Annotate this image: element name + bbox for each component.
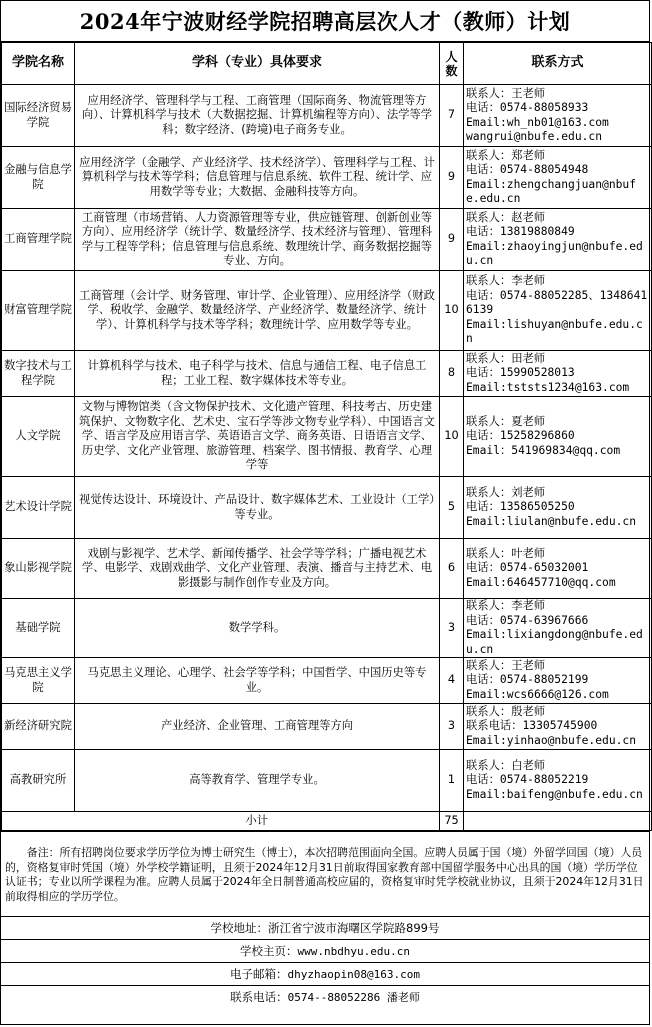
subtotal-row bbox=[2, 812, 652, 831]
table-row bbox=[2, 477, 652, 539]
contact-phone: 电话：15990528013 bbox=[466, 366, 575, 380]
contact-email[interactable]: wangrui@nbufe.edu.cn bbox=[466, 130, 603, 143]
college-name-cell: 国际经济贸易学院 bbox=[2, 85, 75, 147]
contact-person: 联系人：刘老师 bbox=[466, 485, 546, 499]
table-row bbox=[2, 539, 652, 599]
table-row bbox=[2, 599, 652, 658]
table-row bbox=[2, 85, 652, 147]
contact-cell bbox=[464, 477, 652, 539]
headcount-cell: 3 bbox=[440, 599, 464, 658]
table-row bbox=[2, 351, 652, 397]
email-link[interactable]: dhyzhaopin08@163.com bbox=[287, 967, 420, 981]
contact-cell bbox=[464, 750, 652, 812]
page-title: 2024年宁波财经学院招聘高层次人才（教师）计划 bbox=[1, 1, 649, 42]
contact-phone: 电话：0574-88058933 bbox=[466, 101, 589, 114]
contact-person: 联系人：赵老师 bbox=[466, 210, 546, 224]
requirements-cell: 文物与博物馆类（含文物保护技术、文化遗产管理、科技考古、历史建筑保护、文物数字化、艺术史、宝石学等涉文物专业学科）、中国语言文学、语言学及应用语言学、英语语言文学、商务英语、日语语言文学、历史学、文化产业管理、旅游管理、档案学、图书情报、教育学、心理学等 bbox=[75, 397, 440, 477]
contact-person: 联系人：李老师 bbox=[466, 274, 546, 288]
phone-label: 联系电话： bbox=[230, 990, 288, 1004]
table-row bbox=[2, 704, 652, 750]
headcount-cell: 6 bbox=[440, 539, 464, 599]
requirements-cell: 马克思主义理论、心理学、社会学等学科；中国哲学、中国历史等专业。 bbox=[75, 658, 440, 704]
homepage-link[interactable]: www.nbdhyu.edu.cn bbox=[297, 944, 411, 958]
footer-homepage bbox=[1, 940, 649, 963]
contact-phone: 电话：0574-88052219 bbox=[466, 773, 589, 787]
college-name-cell: 新经济研究院 bbox=[2, 704, 75, 750]
headcount-cell: 8 bbox=[440, 351, 464, 397]
homepage-label: 学校主页： bbox=[239, 944, 298, 958]
requirements-cell: 戏剧与影视学、艺术学、新闻传播学、社会学等学科；广播电视艺术学、电影学、戏剧戏曲学、文化产业管理、表演、播音与主持艺术、电影摄影与制作创作专业及方向。 bbox=[75, 539, 440, 599]
table-body bbox=[2, 85, 652, 812]
contact-cell bbox=[464, 351, 652, 397]
contact-phone: 电话：0574-63967666 bbox=[466, 613, 589, 627]
contact-person: 联系人：白老师 bbox=[466, 758, 546, 772]
address-label: 学校地址： bbox=[210, 921, 269, 935]
contact-person: 联系人：叶老师 bbox=[466, 546, 546, 560]
phone-value: 0574--88052286 潘老师 bbox=[287, 991, 420, 1004]
subtotal-label: 小计 bbox=[75, 812, 440, 831]
table-row bbox=[2, 271, 652, 351]
requirements-cell: 产业经济、企业管理、工商管理等方向 bbox=[75, 704, 440, 750]
footer-email bbox=[1, 963, 649, 986]
contact-cell bbox=[464, 147, 652, 209]
requirements-cell: 工商管理（会计学、财务管理、审计学、企业管理）、应用经济学（财政学、税收学、金融学、数量经济学、产业经济学、数量经济学、统计学）、计算机科学与技术等学科；数理统计学、应用数学等专业。 bbox=[75, 271, 440, 351]
contact-phone: 电话：0574-88052285、13486416139 bbox=[466, 288, 648, 317]
contact-cell bbox=[464, 397, 652, 477]
college-name-cell: 数字技术与工程学院 bbox=[2, 351, 75, 397]
requirements-cell: 视觉传达设计、环境设计、产品设计、数字媒体艺术、工业设计（工学）等专业。 bbox=[75, 477, 440, 539]
contact-cell bbox=[464, 271, 652, 351]
college-name-cell: 人文学院 bbox=[2, 397, 75, 477]
contact-email[interactable]: Email:lixiangdong@nbufe.edu.cn bbox=[466, 628, 643, 656]
contact-phone: 电话：13586505250 bbox=[466, 500, 575, 514]
footer-phone bbox=[1, 986, 649, 1008]
contact-person: 联系人：王老师 bbox=[466, 658, 546, 672]
address-value: 浙江省宁波市海曙区学院路899号 bbox=[268, 921, 440, 935]
requirements-cell: 计算机科学与技术、电子科学与技术、信息与通信工程、电子信息工程；工业工程、数字媒体技术等专业。 bbox=[75, 351, 440, 397]
email-label: 电子邮箱： bbox=[230, 967, 288, 981]
footer-address bbox=[1, 917, 649, 940]
college-name-cell: 马克思主义学院 bbox=[2, 658, 75, 704]
header-contact: 联系方式 bbox=[464, 43, 652, 85]
contact-cell bbox=[464, 704, 652, 750]
header-count: 人数 bbox=[440, 43, 464, 85]
headcount-cell: 9 bbox=[440, 147, 464, 209]
contact-email[interactable]: Email:zhaoyingjun@nbufe.edu.cn bbox=[466, 239, 643, 267]
contact-cell bbox=[464, 85, 652, 147]
requirements-cell: 工商管理（市场营销、人力资源管理等专业，供应链管理、创新创业等方向）、应用经济学（统计学、数量经济学、技术经济与管理）、管理科学与工程等学科；信息管理与信息系统、数理统计学、商务数据挖掘等专业、方向。 bbox=[75, 209, 440, 271]
table-row bbox=[2, 209, 652, 271]
table-row bbox=[2, 397, 652, 477]
requirements-cell: 数学学科。 bbox=[75, 599, 440, 658]
headcount-cell: 3 bbox=[440, 704, 464, 750]
contact-phone: 联系电话：13305745900 bbox=[466, 719, 598, 733]
table-row bbox=[2, 147, 652, 209]
contact-email[interactable]: Email:tststs1234@163.com bbox=[466, 380, 630, 394]
requirements-cell: 应用经济学（金融学、产业经济学、技术经济学）、管理科学与工程、计算机科学与技术等学科；信息管理与信息系统、软件工程、统计学、应用数学等专业；大数据、金融科技等方向。 bbox=[75, 147, 440, 209]
subtotal-count: 75 bbox=[440, 812, 464, 831]
contact-email[interactable]: Email:wcs6666@126.com bbox=[466, 687, 609, 701]
contact-phone: 电话：0574-88054948 bbox=[466, 163, 589, 176]
contact-phone: 电话：13819880849 bbox=[466, 225, 575, 238]
contact-email[interactable]: Email:baifeng@nbufe.edu.cn bbox=[466, 787, 643, 801]
contact-person: 联系人：田老师 bbox=[466, 351, 546, 365]
requirements-cell: 应用经济学、管理科学与工程、工商管理（国际商务、物流管理等方向）、计算机科学与技术（大数据挖掘、计算机编程等方向）、法学等学科；数字经济、(跨境)电子商务专业。 bbox=[75, 85, 440, 147]
contact-email[interactable]: Email:646457710@qq.com bbox=[466, 575, 616, 589]
contact-email[interactable]: Email:liulan@nbufe.edu.cn bbox=[466, 514, 637, 528]
contact-email[interactable]: Email:yinhao@nbufe.edu.cn bbox=[466, 733, 637, 747]
contact-phone: 电话：0574-88052199 bbox=[466, 673, 589, 687]
headcount-cell: 10 bbox=[440, 271, 464, 351]
remarks-note: 备注：所有招聘岗位要求学历学位为博士研究生（博士），本次招聘范围面向全国。应聘人员属于国（境）外留学回国（境）人员的，资格复审时凭国（境）外学校学籍证明，且须于2024年12月31日前取得国家教育部中国留学服务中心出具的国（境）学历学位认证书；专业以所学课程为准。应聘人员属于2024年全日制普通高校应届的，资格复审时凭学校就业协议，且须于2024年12月31日前取得相应的学历学位。 bbox=[1, 831, 649, 917]
contact-cell bbox=[464, 209, 652, 271]
table-row bbox=[2, 750, 652, 812]
college-name-cell: 财富管理学院 bbox=[2, 271, 75, 351]
contact-person: 联系人：夏老师 bbox=[466, 414, 546, 428]
contact-email[interactable]: Email：541969834@qq.com bbox=[466, 443, 621, 457]
contact-email[interactable]: Email:zhengchangjuan@nbufe.edu.cn bbox=[466, 177, 637, 205]
headcount-cell: 7 bbox=[440, 85, 464, 147]
college-name-cell: 金融与信息学院 bbox=[2, 147, 75, 209]
contact-person: 联系人：王老师 bbox=[466, 86, 546, 100]
table-row bbox=[2, 658, 652, 704]
contact-person: 联系人：李老师 bbox=[466, 599, 546, 612]
headcount-cell: 1 bbox=[440, 750, 464, 812]
college-name-cell: 象山影视学院 bbox=[2, 539, 75, 599]
college-name-cell: 工商管理学院 bbox=[2, 209, 75, 271]
college-name-cell: 艺术设计学院 bbox=[2, 477, 75, 539]
contact-phone: 电话：0574-65032001 bbox=[466, 561, 589, 575]
contact-person: 联系人：殷老师 bbox=[466, 704, 546, 718]
recruitment-table bbox=[1, 42, 652, 831]
header-requirements: 学科（专业）具体要求 bbox=[75, 43, 440, 85]
header-college: 学院名称 bbox=[2, 43, 75, 85]
headcount-cell: 5 bbox=[440, 477, 464, 539]
contact-cell bbox=[464, 539, 652, 599]
table-header-row bbox=[2, 43, 652, 85]
requirements-cell: 高等教育学、管理学专业。 bbox=[75, 750, 440, 812]
college-name-cell: 高教研究所 bbox=[2, 750, 75, 812]
contact-phone: 电话：15258296860 bbox=[466, 429, 575, 443]
contact-person: 联系人：郑老师 bbox=[466, 148, 546, 162]
contact-cell bbox=[464, 658, 652, 704]
contact-cell bbox=[464, 599, 652, 658]
headcount-cell: 9 bbox=[440, 209, 464, 271]
headcount-cell: 10 bbox=[440, 397, 464, 477]
contact-email[interactable]: Email:wh_nb01@163.com bbox=[466, 115, 609, 129]
contact-email[interactable]: Email:lishuyan@nbufe.edu.cn bbox=[466, 317, 643, 346]
headcount-cell: 4 bbox=[440, 658, 464, 704]
college-name-cell: 基础学院 bbox=[2, 599, 75, 658]
